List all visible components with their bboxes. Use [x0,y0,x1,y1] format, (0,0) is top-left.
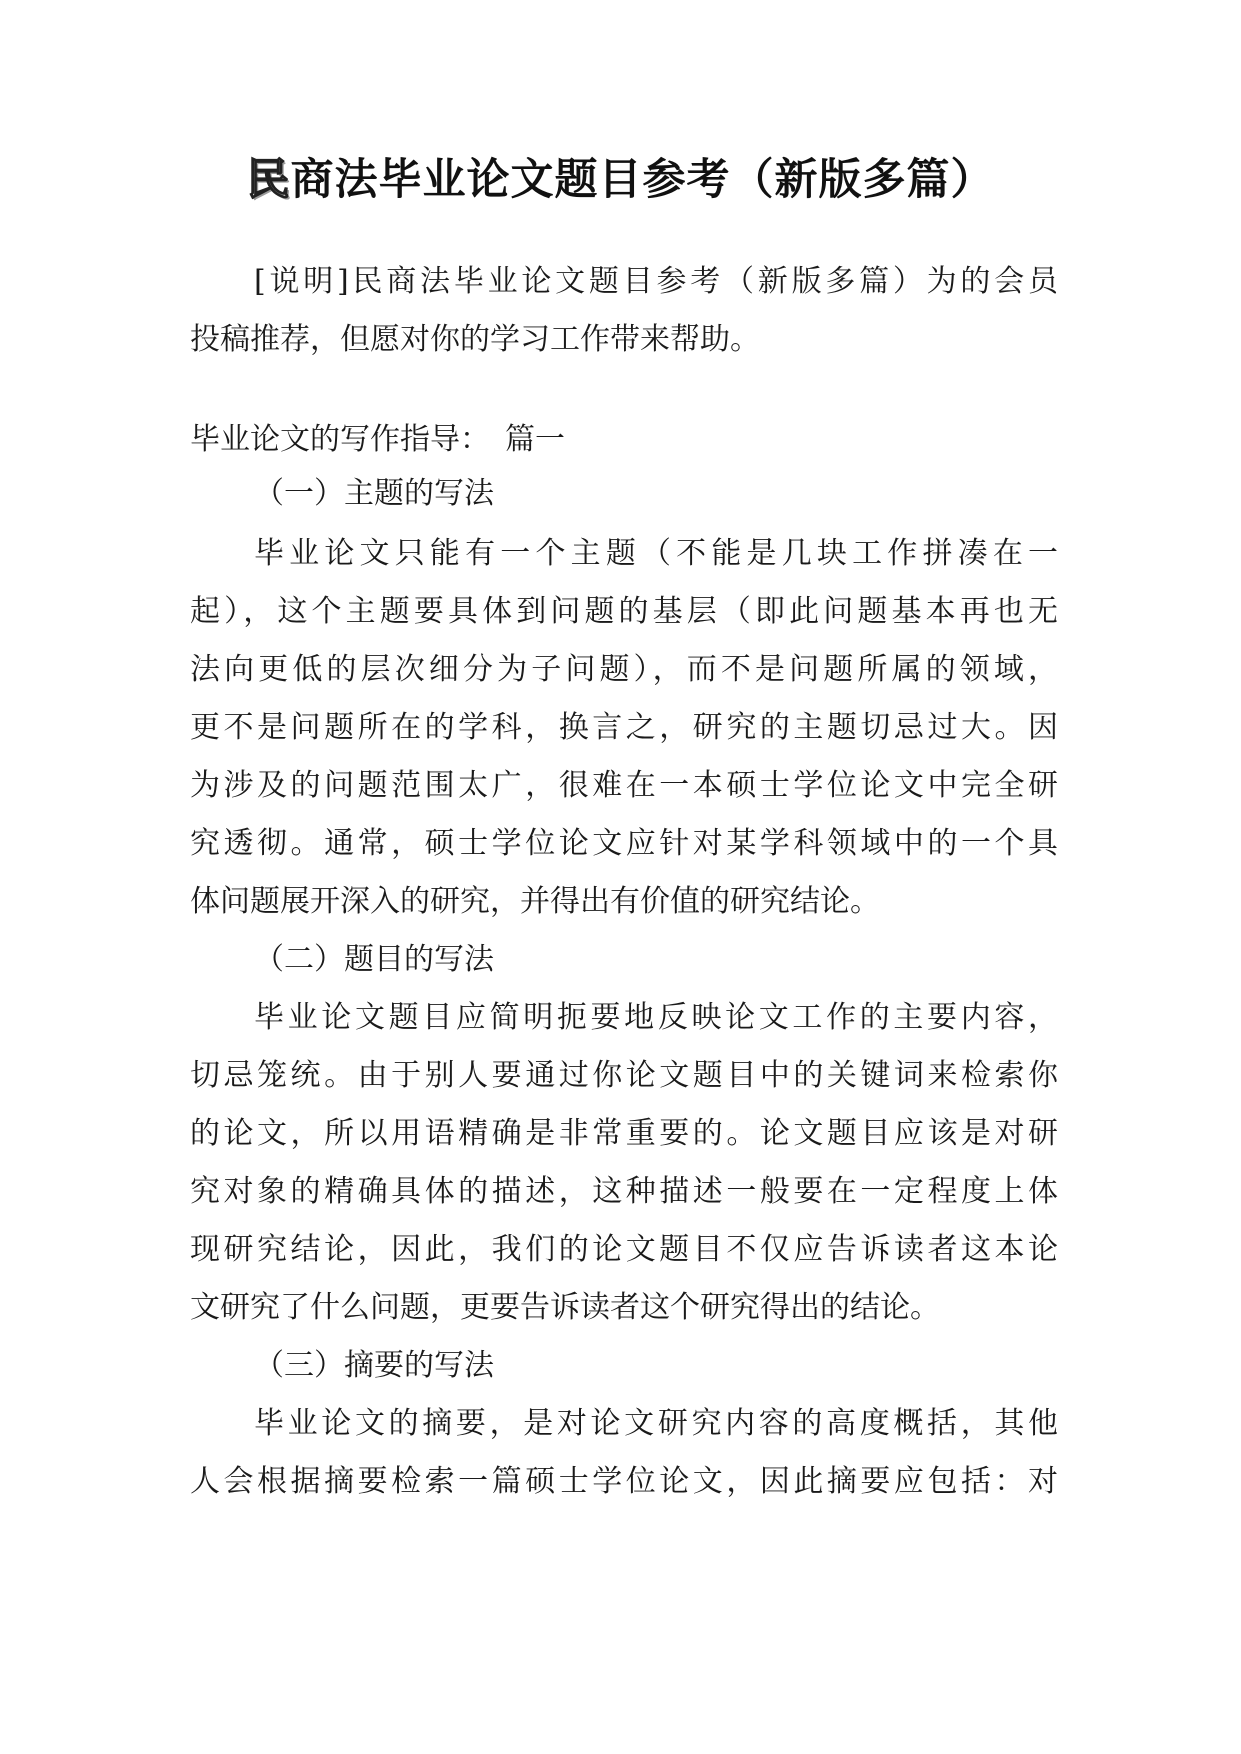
intro-line-1: [说明]民商法毕业论文题目参考（新版多篇）为的会员 [254,264,1058,299]
section-intro-heading: 毕业论文的写作指导： 篇一 [190,422,565,457]
paragraph-line: 毕业论文只能有一个主题（不能是几块工作拼凑在一 [254,536,1058,571]
paragraph-line: 毕业论文题目应简明扼要地反映论文工作的主要内容， [254,1000,1058,1035]
paragraph-line: 人会根据摘要检索一篇硕士学位论文，因此摘要应包括：对 [190,1464,1058,1499]
document-title [0,150,1241,210]
paragraph-line: 更不是问题所在的学科，换言之，研究的主题切忌过大。因 [190,710,1058,745]
title-text: 商法毕业论文题目参考（新版多篇） [290,155,995,205]
paragraph-line: 文研究了什么问题，更要告诉读者这个研究得出的结论。 [190,1290,940,1325]
paragraph-line: 体问题展开深入的研究，并得出有价值的研究结论。 [190,884,880,919]
paragraph-line: 切忌笼统。由于别人要通过你论文题目中的关键词来检索你 [190,1058,1058,1093]
subheading-topic: （一）主题的写法 [254,476,494,511]
paragraph-line: 究透彻。通常，硕士学位论文应针对某学科领域中的一个具 [190,826,1058,861]
paragraph-line: 起），这个主题要具体到问题的基层（即此问题基本再也无 [190,594,1058,629]
paragraph-line: 毕业论文的摘要，是对论文研究内容的高度概括，其他 [254,1406,1058,1441]
title-first-character: 民 [246,155,291,205]
paragraph-line: 的论文，所以用语精确是非常重要的。论文题目应该是对研 [190,1116,1058,1151]
paragraph-line: 现研究结论，因此，我们的论文题目不仅应告诉读者这本论 [190,1232,1058,1267]
paragraph-line: 法向更低的层次细分为子问题），而不是问题所属的领域， [190,652,1058,687]
paragraph-line: 为涉及的问题范围太广，很难在一本硕士学位论文中完全研 [190,768,1058,803]
subheading-abstract: （三）摘要的写法 [254,1348,494,1383]
intro-line-2: 投稿推荐，但愿对你的学习工作带来帮助。 [190,322,760,357]
paragraph-line: 究对象的精确具体的描述，这种描述一般要在一定程度上体 [190,1174,1058,1209]
subheading-title: （二）题目的写法 [254,942,494,977]
